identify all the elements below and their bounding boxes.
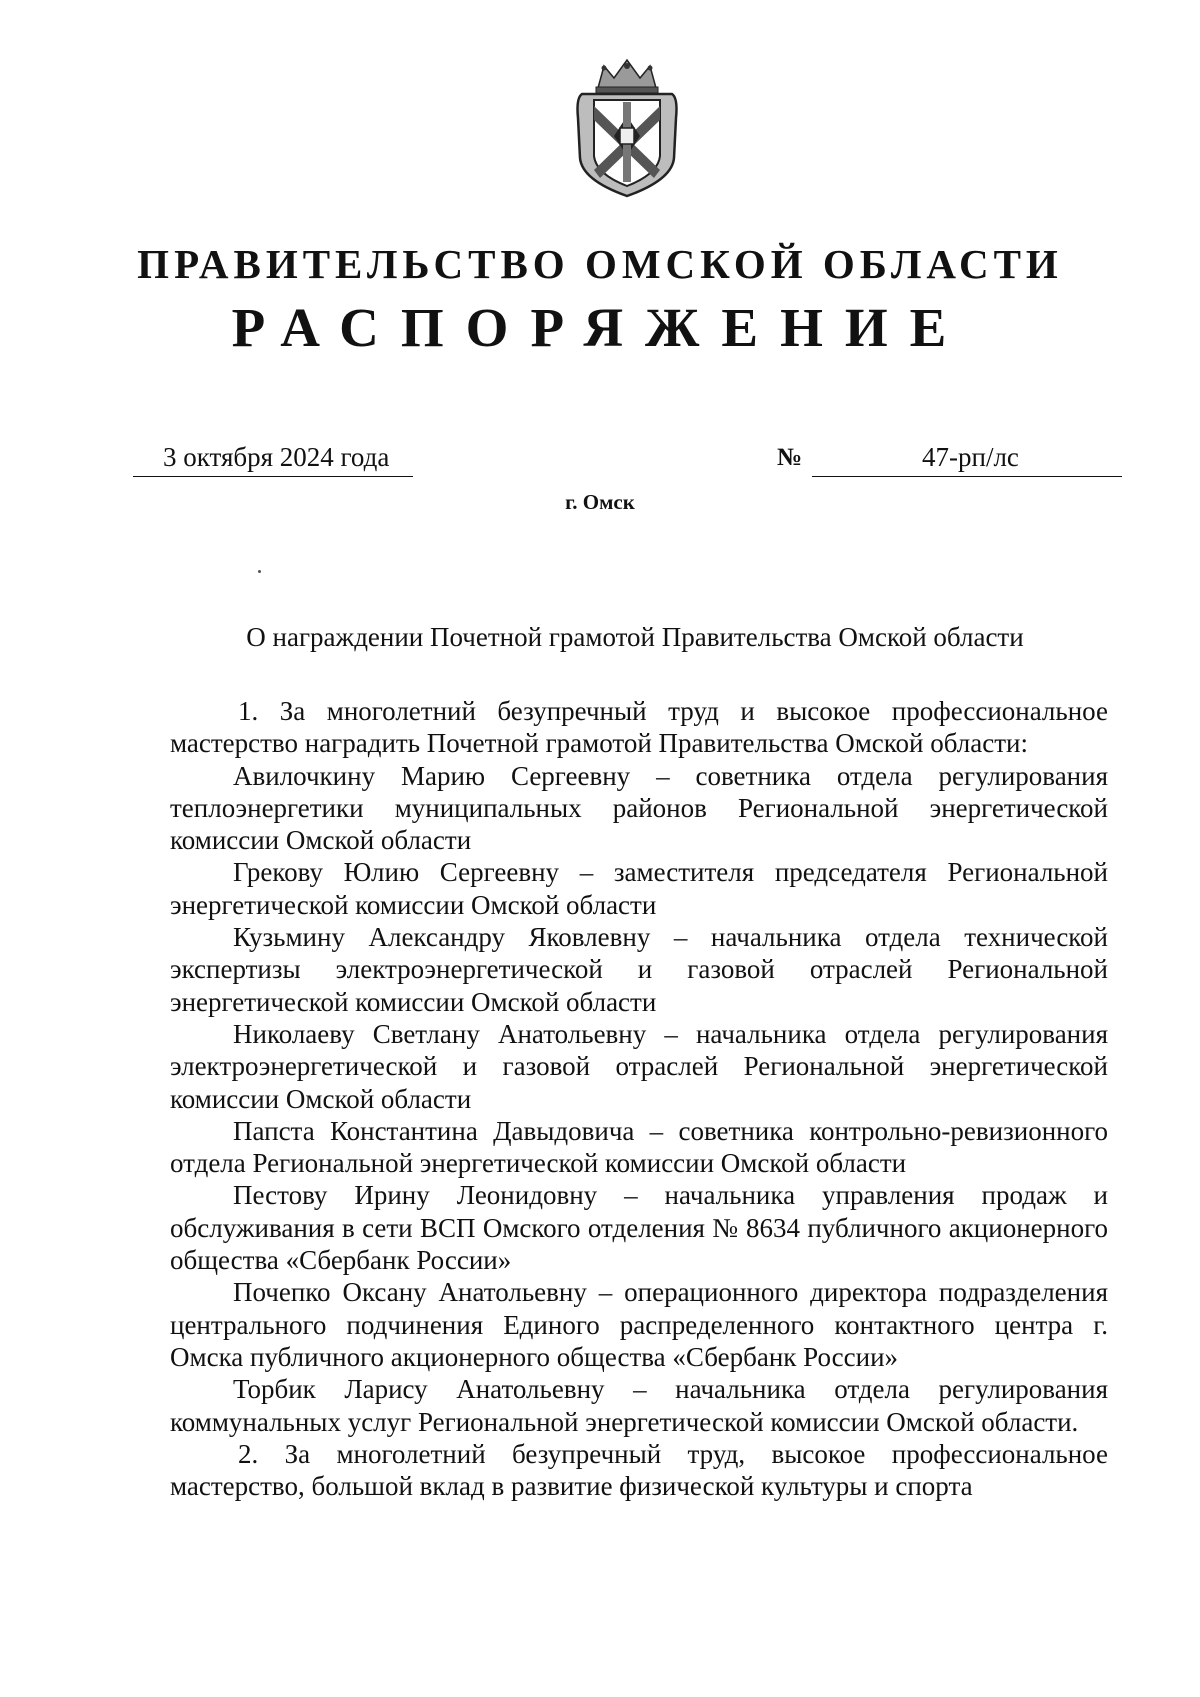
award-recipient-papst: Папста Константина Давыдовича – советника контрольно-ревизионного отдела Региональной энергетической комиссии Омской области xyxy=(170,1115,1108,1179)
award-recipient-kuzmina: Кузьмину Александру Яковлевну – начальника отдела технической экспертизы электроэнергетической и газовой отраслей Региональной энергетической комиссии Омской области xyxy=(170,922,1108,1017)
award-recipient-pochepko: Почепко Оксану Анатольевну – операционного директора подразделения центрального подчинения Единого распределенного контактного центра г. Омска публичного акционерного общества «Сбербанк России» xyxy=(170,1277,1108,1372)
document-date-field xyxy=(133,442,413,477)
coat-of-arms-icon xyxy=(568,58,686,198)
paragraph-1-intro: 1. За многолетний безупречный труд и высокое профессиональное мастерство наградить Почетной грамотой Правительства Омской области: xyxy=(170,696,1108,759)
document-type-title: РАСПОРЯЖЕНИЕ xyxy=(231,297,969,358)
document-body xyxy=(170,695,1108,1502)
number-sign: № xyxy=(777,444,803,471)
document-number: 47-рп/лс xyxy=(922,442,1019,472)
award-recipient-pestova: Пестову Ирину Леонидовну – начальника управления продаж и обслуживания в сети ВСП Омского отделения № 8634 публичного акционерного общества «Сбербанк России» xyxy=(170,1180,1108,1276)
award-recipient-nikolaeva: Николаеву Светлану Анатольевну – начальника отдела регулирования электроэнергетической и газовой отраслей Региональной энергетической комиссии Омской области xyxy=(170,1018,1108,1114)
paragraph-2-intro: 2. За многолетний безупречный труд, высокое профессиональное мастерство, большой вклад в развитие физической культуры и спорта xyxy=(170,1438,1108,1502)
scan-speck xyxy=(258,570,261,573)
award-recipient-torbik: Торбик Ларису Анатольевну – начальника отдела регулирования коммунальных услуг Региональной энергетической комиссии Омской области. xyxy=(170,1374,1108,1437)
document-subject: О награждении Почетной грамотой Правительства Омской области xyxy=(246,622,1024,652)
document-date: 3 октября 2024 года xyxy=(163,442,390,472)
document-number-field xyxy=(812,442,1122,477)
award-recipient-grekova: Грекову Юлию Сергеевну – заместителя председателя Региональной энергетической комиссии Омской области xyxy=(170,857,1108,920)
organization-title: ПРАВИТЕЛЬСТВО ОМСКОЙ ОБЛАСТИ xyxy=(137,241,1063,287)
document-city: г. Омск xyxy=(565,490,635,514)
award-recipient-avilochkina: Авилочкину Марию Сергеевну – советника отдела регулирования теплоэнергетики муниципальных районов Региональной энергетической комиссии Омской области xyxy=(170,760,1108,856)
